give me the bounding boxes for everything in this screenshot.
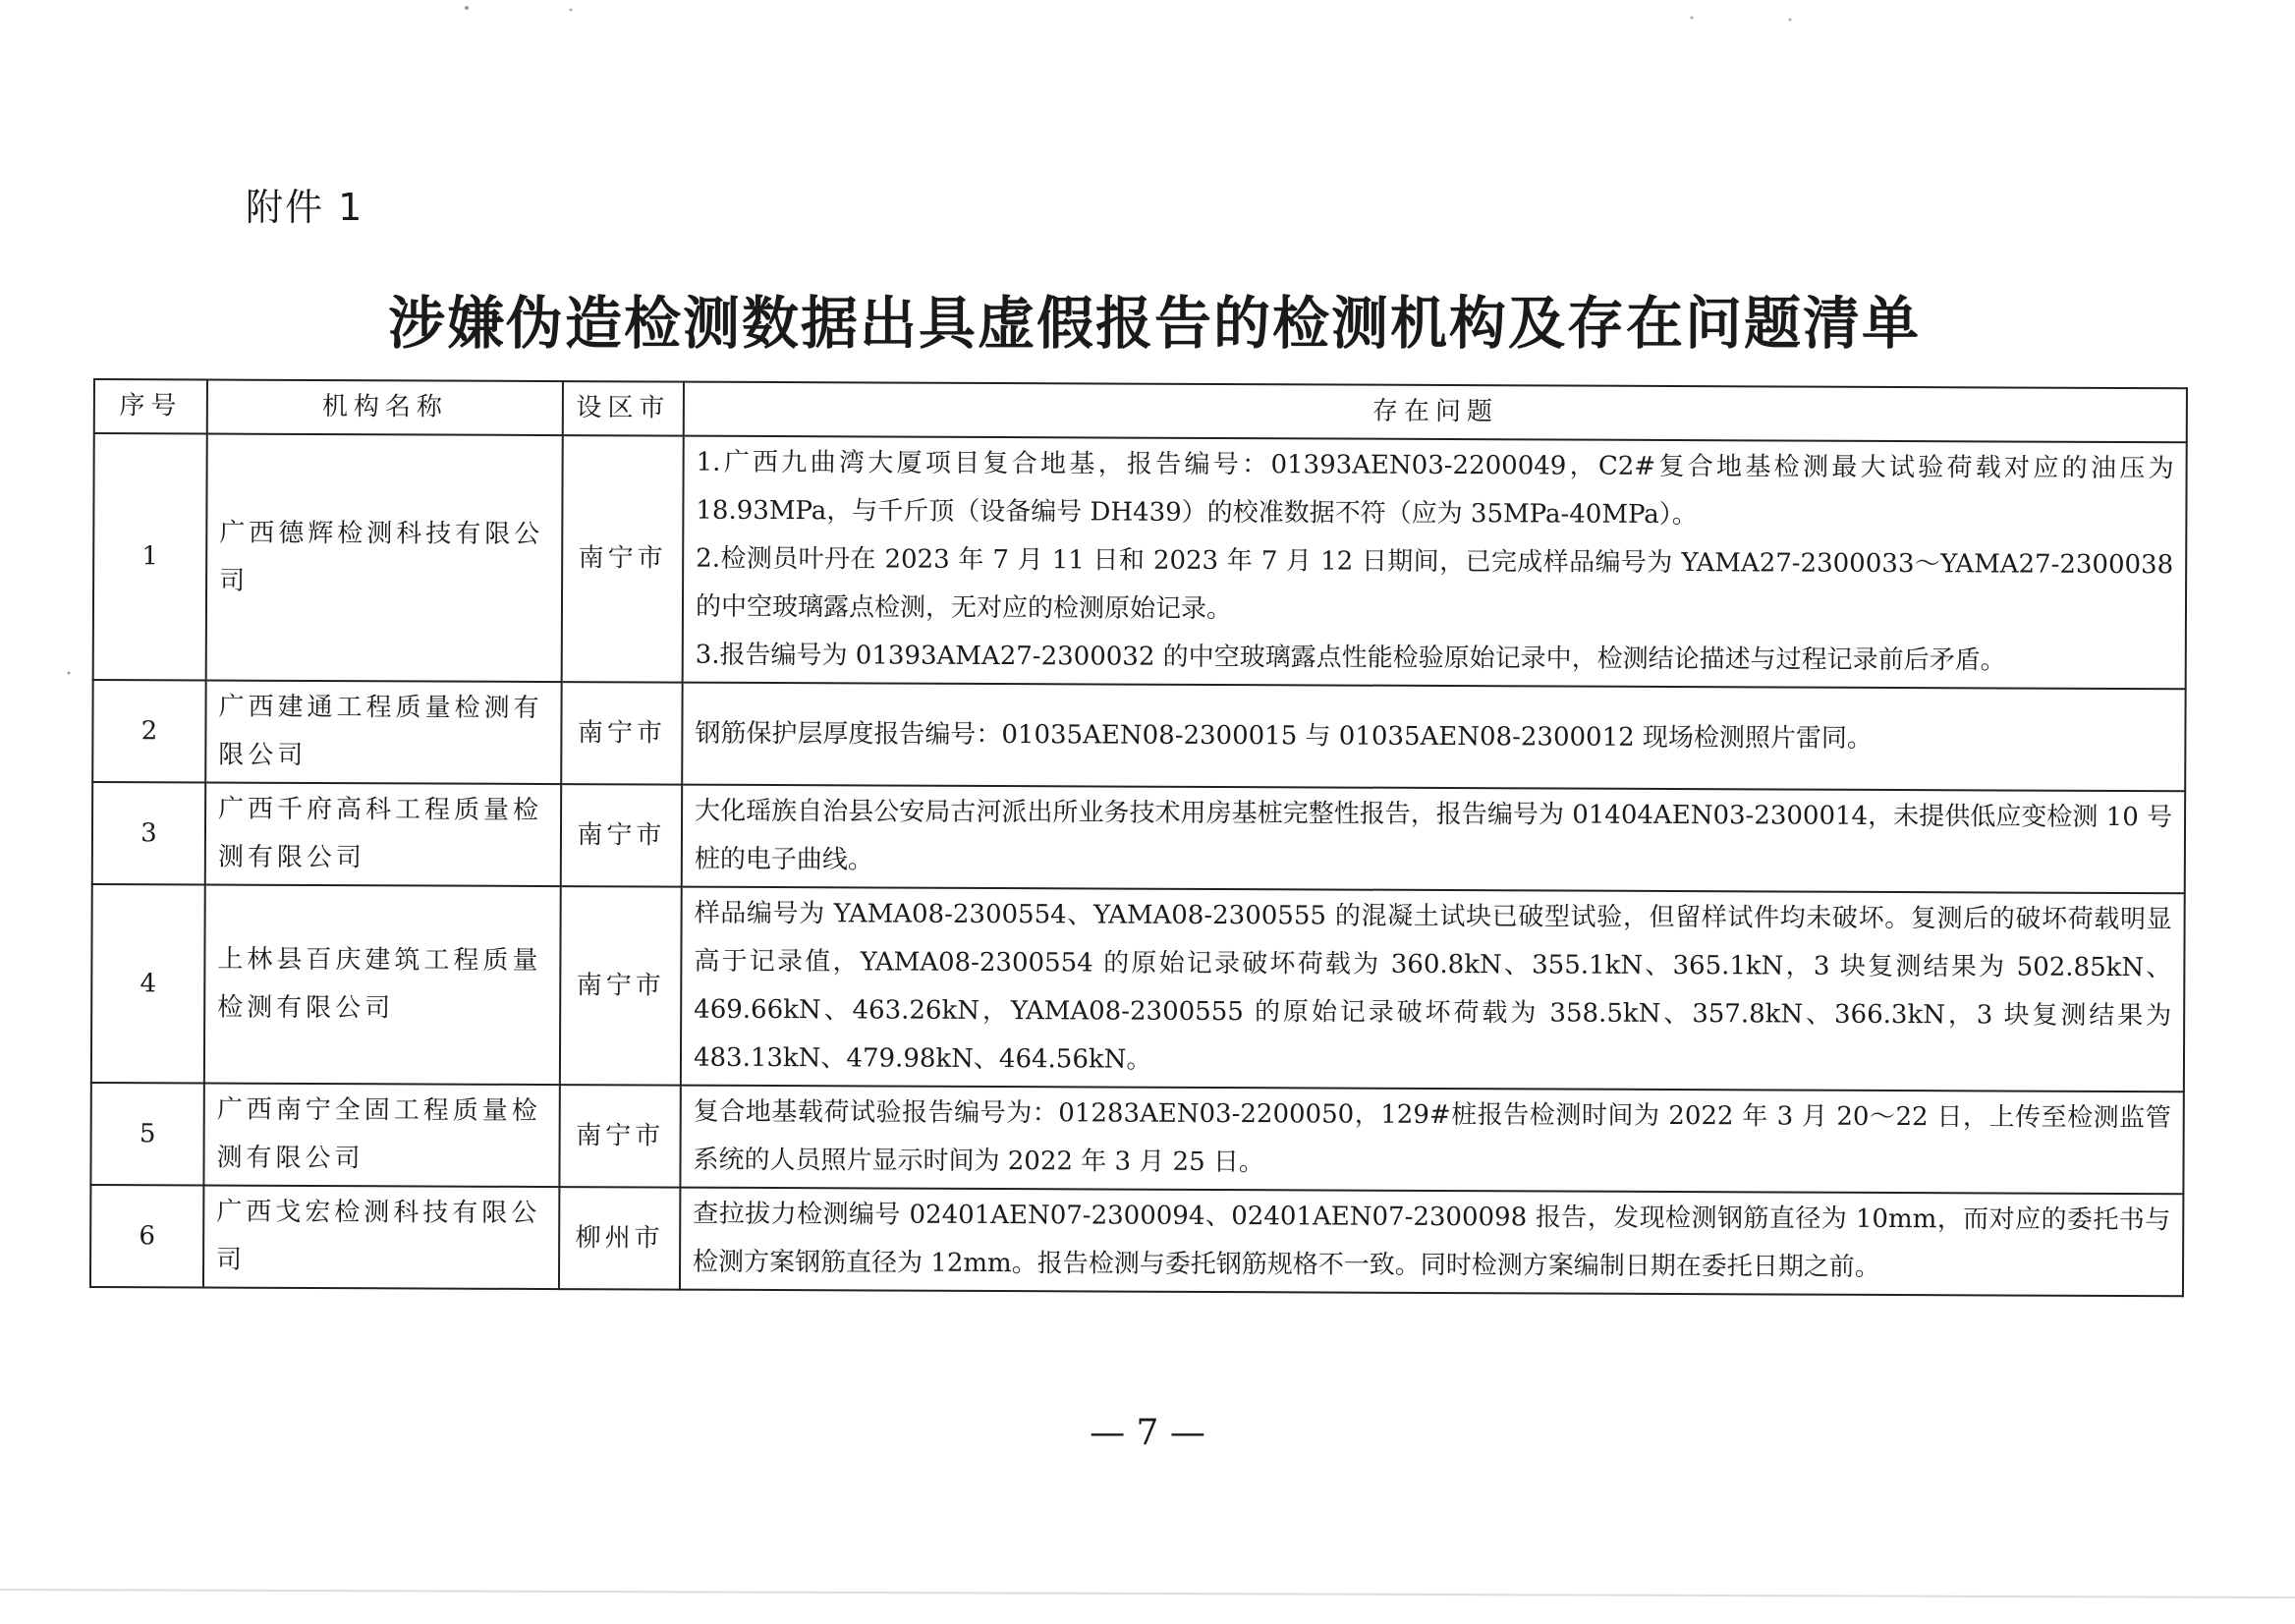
issue-item: 3.报告编号为 01393AMA27-2300032 的中空玻璃露点性能检验原始记录中，检测结论描述与过程记录前后矛盾。 [695, 640, 2006, 676]
row-seq: 2 [92, 680, 205, 783]
table-row [92, 680, 2185, 791]
row-seq: 1 [93, 433, 207, 680]
table-row [90, 1083, 2183, 1194]
issue-item: 2.检测员叶丹在 2023 年 7 月 11 日和 2023 年 7 月 12 日期间，已完成样品编号为 YAMA27-2300033～YAMA27-2300038 的中空玻璃露点检测，无对应的检测原始记录。 [695, 543, 2174, 625]
table-row [92, 782, 2185, 893]
row-issues [682, 683, 2185, 792]
row-seq: 4 [91, 884, 205, 1083]
row-org: 上林县百庆建筑工程质量检测有限公司 [204, 885, 561, 1086]
row-org: 广西德辉检测科技有限公司 [206, 434, 563, 683]
column-header-issues: 存在问题 [684, 382, 2187, 443]
issue-item: 查拉拔力检测编号 02401AEN07-2300094、02401AEN07-2300098 报告，发现检测钢筋直径为 10mm，而对应的委托书与检测方案钢筋直径为 12mm。报告检测与委托钢筋规格不一致。同时检测方案编制日期在委托日期之前。 [693, 1199, 2171, 1282]
row-city: 柳州市 [559, 1187, 680, 1290]
table-header-row [94, 379, 2187, 442]
annex-label: 附件 1 [246, 186, 364, 229]
row-org: 广西戈宏检测科技有限公司 [203, 1185, 559, 1289]
table-row [93, 433, 2187, 689]
table-row [90, 1185, 2183, 1296]
row-org: 广西南宁全固工程质量检测有限公司 [203, 1083, 559, 1187]
issue-item: 钢筋保护层厚度报告编号：01035AEN08-2300015 与 01035AEN08-2300012 现场检测照片雷同。 [695, 718, 1874, 754]
page-number: — 7 — [1090, 1413, 1205, 1453]
issue-item: 1.广西九曲湾大厦项目复合地基，报告编号：01393AEN03-2200049，C2#复合地基检测最大试验荷载对应的油压为 18.93MPa，与千斤顶（设备编号 DH439）的校准数据不符（应为 35MPa-40MPa）。 [696, 447, 2174, 531]
institution-issues-table [89, 378, 2188, 1297]
row-issues [680, 1188, 2183, 1297]
row-city: 南宁市 [559, 1085, 680, 1188]
table-row [91, 884, 2185, 1092]
column-header-org: 机构名称 [207, 380, 563, 436]
row-city: 南宁市 [562, 435, 684, 683]
row-city: 南宁市 [561, 682, 682, 785]
row-org: 广西千府高科工程质量检测有限公司 [205, 783, 561, 887]
document-title: 涉嫌伪造检测数据出具虚假报告的检测机构及存在问题清单 [387, 290, 1921, 357]
row-city: 南宁市 [560, 886, 682, 1086]
row-seq: 3 [92, 782, 205, 885]
row-issues [683, 436, 2187, 690]
row-seq: 6 [90, 1185, 203, 1288]
row-issues [680, 1086, 2183, 1195]
row-org: 广西建通工程质量检测有限公司 [205, 681, 561, 785]
column-header-city: 设区市 [563, 381, 684, 436]
row-issues [682, 785, 2185, 894]
row-city: 南宁市 [561, 784, 682, 887]
issue-item: 样品编号为 YAMA08-2300554、YAMA08-2300555 的混凝土试块已破型试验，但留样试件均未破坏。复测后的破坏荷载明显高于记录值，YAMA08-2300554 的原始记录破坏荷载为 360.8kN、355.1kN、365.1kN，3 块复测结果为 502.85kN、469.66kN、463.26kN，YAMA08-2300555 的原始记录破坏荷载为 358.5kN、357.8kN、366.3kN，3 块复测结果为 483.13kN、479.98kN、464.56kN。 [693, 898, 2172, 1075]
issue-item: 复合地基载荷试验报告编号为：01283AEN03-2200050，129#桩报告检测时间为 2022 年 3 月 20～22 日，上传至检测监管系统的人员照片显示时间为 2022 年 3 月 25 日。 [693, 1096, 2171, 1178]
column-header-seq: 序号 [94, 379, 207, 434]
issue-item: 大化瑶族自治县公安局古河派出所业务技术用房基桩完整性报告，报告编号为 01404AEN03-2300014，未提供低应变检测 10 号桩的电子曲线。 [694, 796, 2173, 875]
row-seq: 5 [90, 1083, 203, 1186]
row-issues [681, 887, 2185, 1092]
